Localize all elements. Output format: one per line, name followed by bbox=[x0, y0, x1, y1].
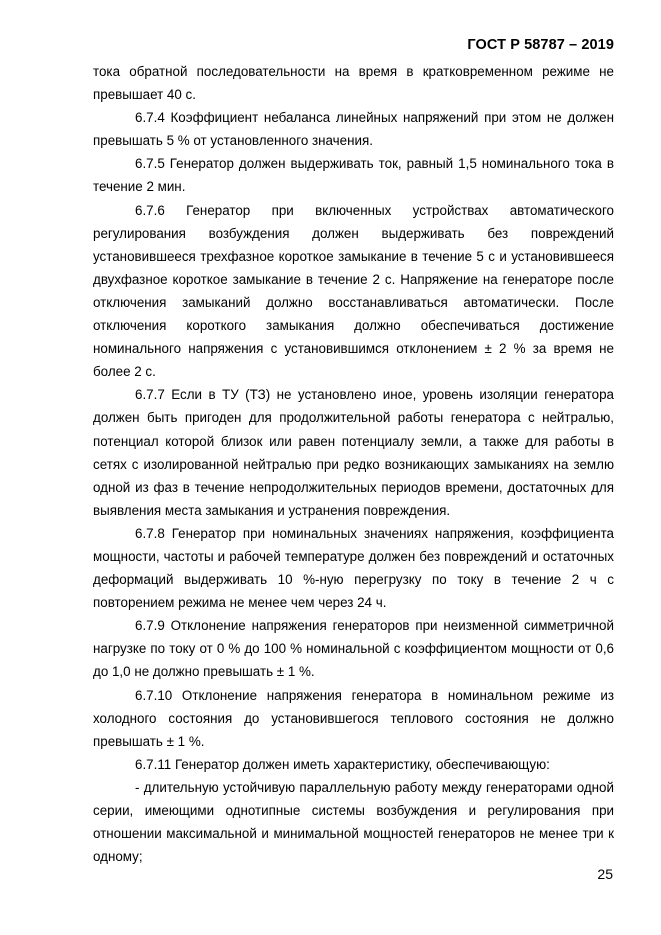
paragraph-6-7-7: 6.7.7 Если в ТУ (ТЗ) не установлено иное, уровень изоляции генератора должен быть пригоден для продолжительной работы генератора с нейтралью, потенциал которой близок или равен потенциалу земли, а также для работы в сетях с изолированной нейтралью при редко возникающих замыканиях на землю одной из фаз в течение непродолжительных периодов времени, достаточных для выявления места замыкания и устранения повреждения. bbox=[93, 387, 614, 518]
standard-designation: ГОСТ Р 58787 – 2019 bbox=[467, 37, 614, 53]
page-body bbox=[93, 60, 614, 868]
paragraph-6-7-4: 6.7.4 Коэффициент небаланса линейных напряжений при этом не должен превышать 5 % от установленного значения. bbox=[93, 110, 614, 149]
paragraph-6-7-6: 6.7.6 Генератор при включенных устройствах автоматического регулирования возбуждения должен выдерживать без повреждений установившееся трехфазное короткое замыкание в течение 5 с и установившееся двухфазное короткое замыкание в течение 2 с. Напряжение на генераторе после отключения замыканий должно восстанавливаться автоматически. После отключения короткого замыкания должно обеспечиваться достижение номинального напряжения с установившимся отклонением ± 2 % за время не более 2 с. bbox=[93, 202, 614, 380]
paragraph-6-7-9: 6.7.9 Отклонение напряжения генераторов при неизменной симметричной нагрузке по току от 0 % до 100 % номинальной с коэффициентом мощности от 0,6 до 1,0 не должно превышать ± 1 %. bbox=[93, 618, 614, 680]
page-number: 25 bbox=[597, 866, 613, 882]
paragraph-6-7-8: 6.7.8 Генератор при номинальных значениях напряжения, коэффициента мощности, частоты и рабочей температуре должен без повреждений и остаточных деформаций выдерживать 10 %-ную перегрузку по току в течение 2 ч с повторением режима не менее чем через 24 ч. bbox=[93, 525, 614, 611]
paragraph-6-7-5: 6.7.5 Генератор должен выдерживать ток, равный 1,5 номинального тока в течение 2 мин. bbox=[93, 156, 614, 195]
paragraph-6-7-11: 6.7.11 Генератор должен иметь характеристику, обеспечивающую: bbox=[135, 756, 550, 772]
paragraph-6-7-10: 6.7.10 Отклонение напряжения генератора в номинальном режиме из холодного состояния до установившегося теплового состояния не должно превышать ± 1 %. bbox=[93, 687, 614, 749]
paragraph-continuation: тока обратной последовательности на время в кратковременном режиме не превышает 40 с. bbox=[93, 64, 614, 103]
list-item-parallel-operation: - длительную устойчивую параллельную работу между генераторами одной серии, имеющими однотипные системы возбуждения и регулирования при отношении максимальной и минимальной мощностей генераторов не менее три к одному; bbox=[93, 779, 614, 865]
